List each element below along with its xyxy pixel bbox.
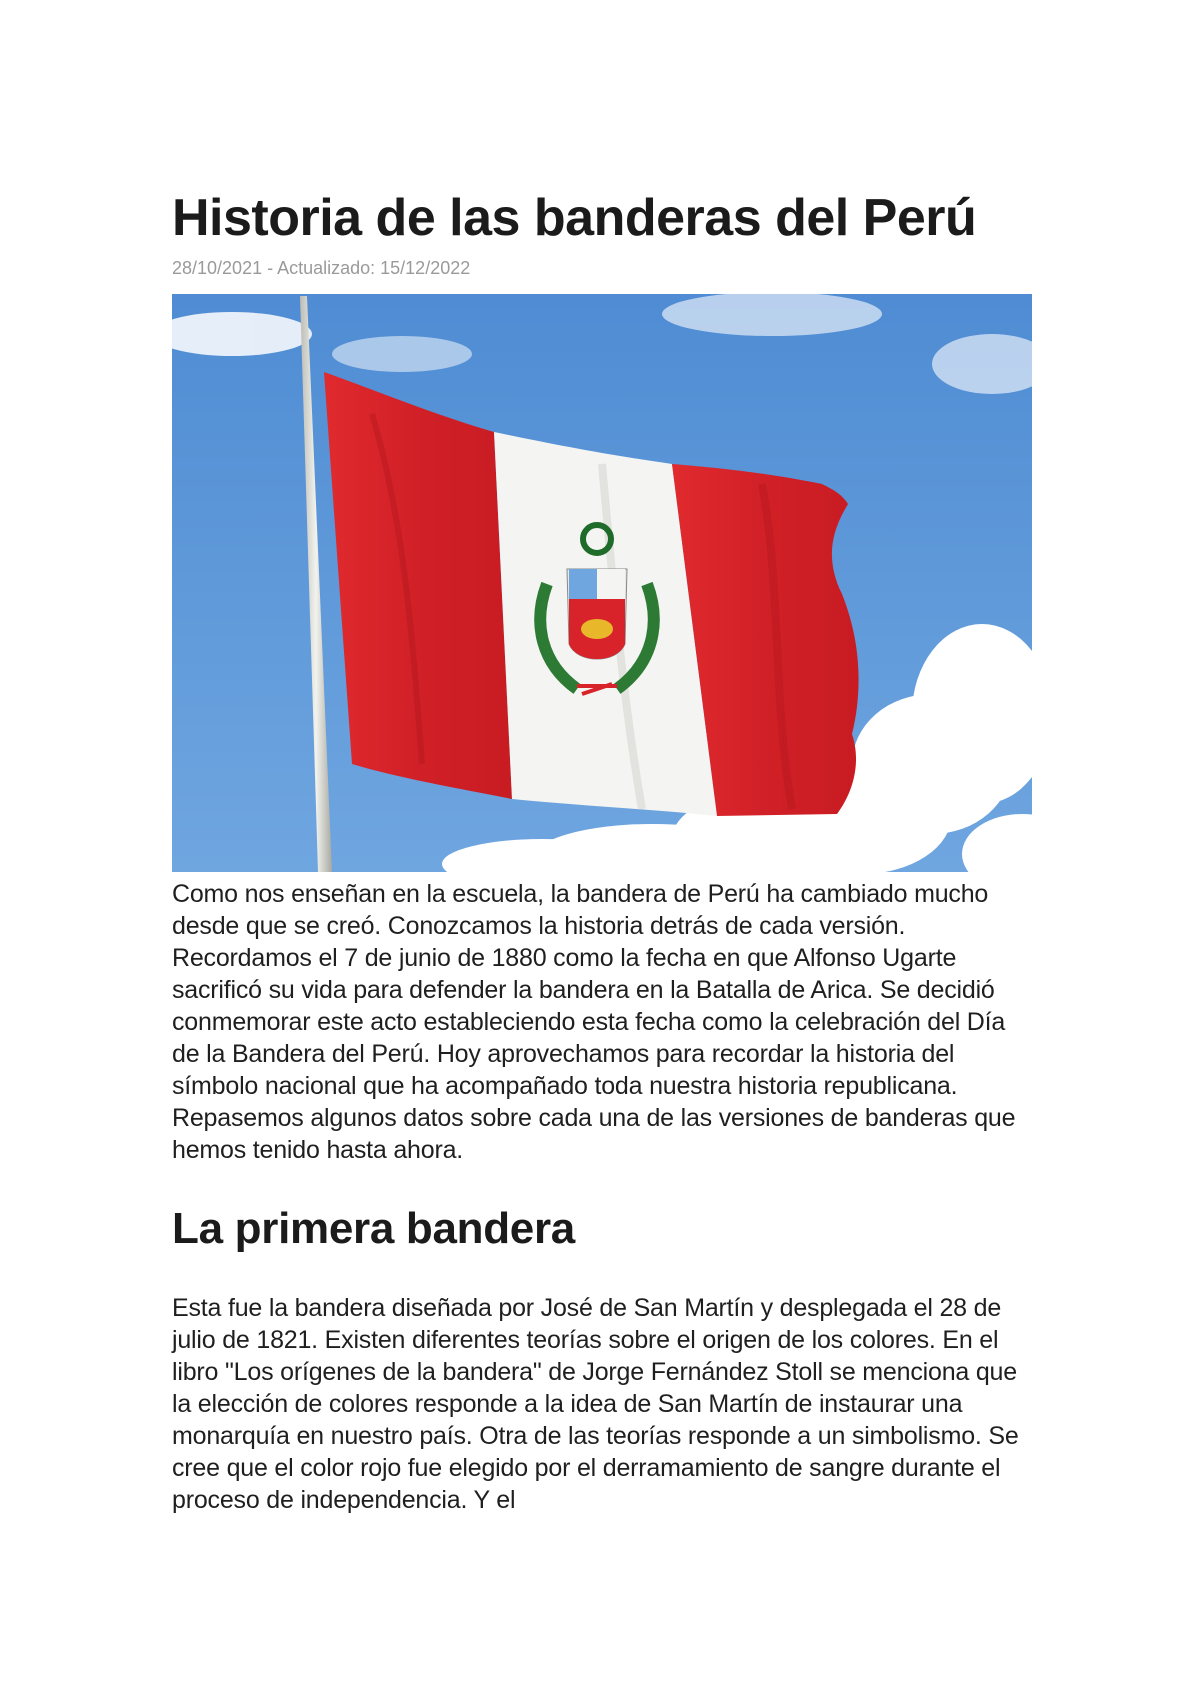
intro-paragraph: Como nos enseñan en la escuela, la bandera de Perú ha cambiado mucho desde que se creó. Conozcamos la historia detrás de cada versión. Recordamos el 7 de junio de 1880 como la fecha en que Alfonso Ugarte sacrificó su vida para defender la bandera en la Batalla de Arica. Se decidió conmemorar este acto estableciendo esta fecha como la celebración del Día de la Bandera del Perú. Hoy aprovechamos para recordar la historia del símbolo nacional que ha acompañado toda nuestra historia republicana. Repasemos algunos datos sobre cada una de las versiones de banderas que hemos tenido hasta ahora. xyxy=(172,880,1016,1164)
section-title: La primera bandera xyxy=(172,1204,575,1253)
article xyxy=(172,188,1032,1516)
article-date: 28/10/2021 - Actualizado: 15/12/2022 xyxy=(172,258,471,278)
page-title: Historia de las banderas del Perú xyxy=(172,189,977,247)
section-paragraph: Esta fue la bandera diseñada por José de San Martín y desplegada el 28 de julio de 1821. Existen diferentes teorías sobre el origen de los colores. En el libro "Los orígenes de la bandera" de Jorge Fernández Stoll se menciona que la elección de colores responde a la idea de San Martín de instaurar una monarquía en nuestro país. Otra de las teorías responde a un simbolismo. Se cree que el color rojo fue elegido por el derramamiento de sangre durante el proceso de independencia. Y el xyxy=(172,1294,1019,1514)
peru-flag-photo xyxy=(172,294,1032,872)
